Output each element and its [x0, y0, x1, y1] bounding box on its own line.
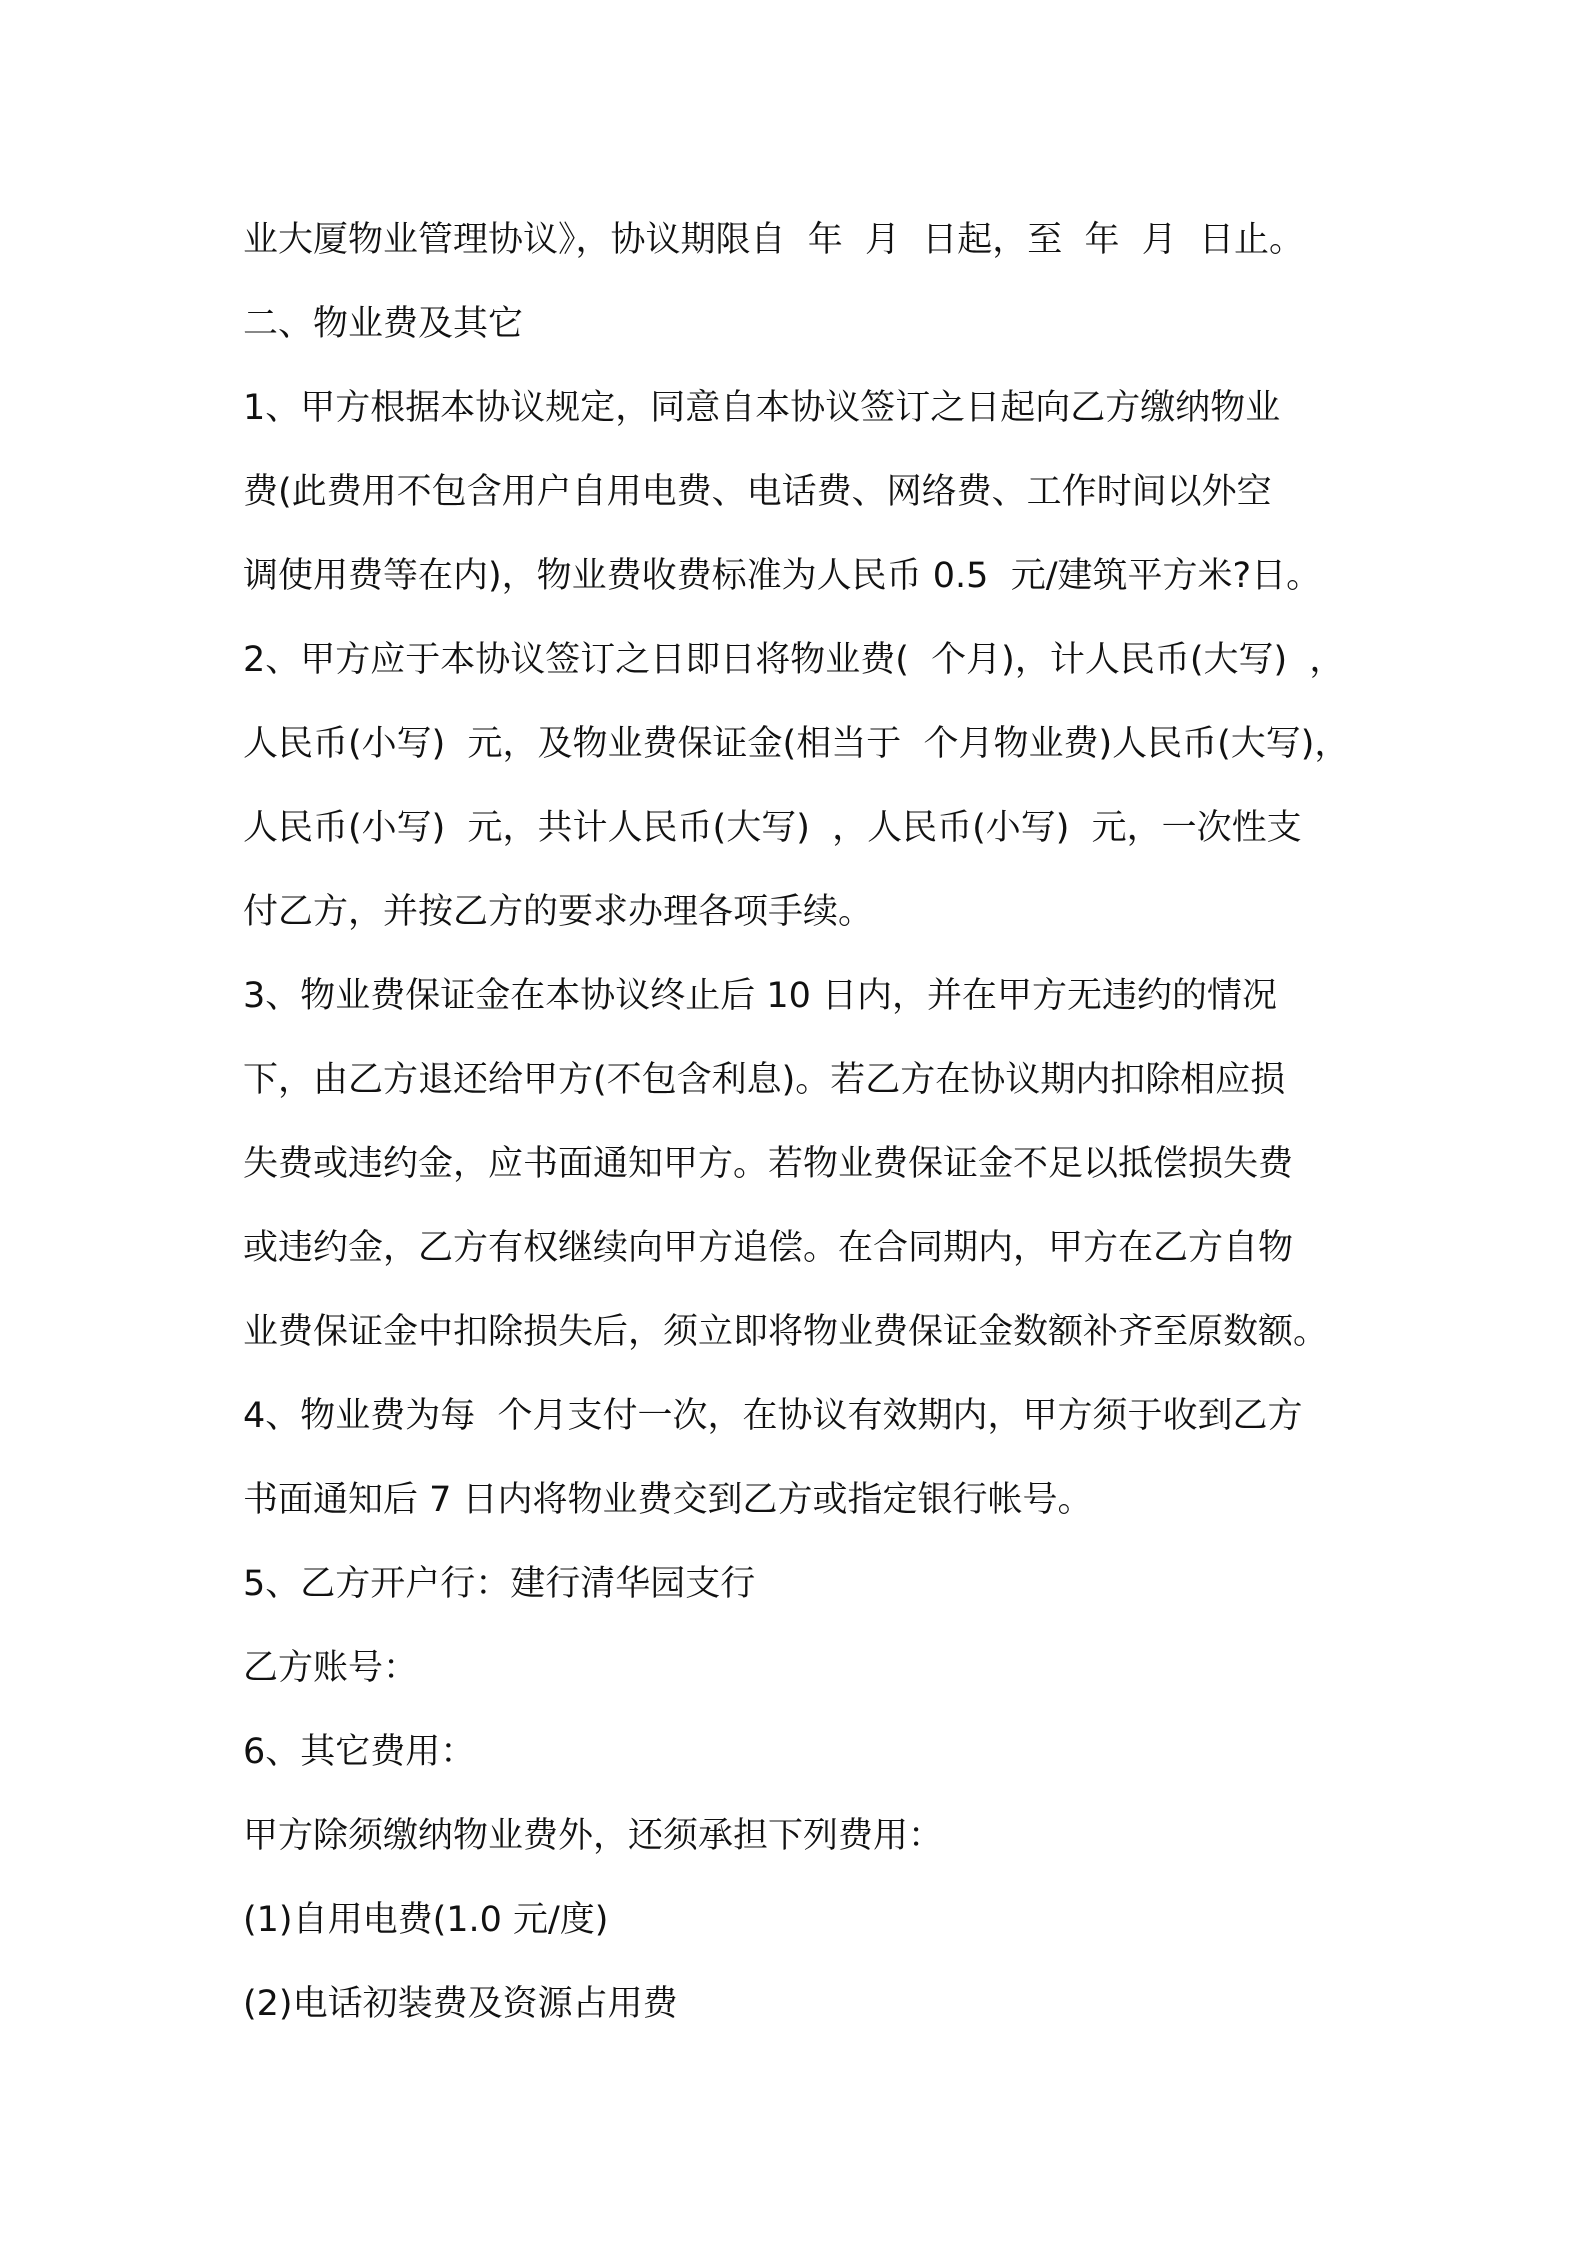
text-line: 业大厦物业管理协议》，协议期限自 年 月 日起，至 年 月 日止。 — [243, 220, 1305, 260]
text-line: 6、其它费用： — [243, 1732, 476, 1772]
text-line: 业费保证金中扣除损失后，须立即将物业费保证金数额补齐至原数额。 — [243, 1312, 1329, 1352]
section-heading: 二、物业费及其它 — [243, 304, 524, 344]
text-line: 调使用费等在内)，物业费收费标准为人民币 0.5 元/建筑平方米?日。 — [243, 556, 1322, 596]
text-line: 人民币(小写) 元，及物业费保证金(相当于 个月物业费)人民币(大写)， — [243, 724, 1350, 764]
text-line: 乙方账号： — [243, 1648, 419, 1688]
text-line: 3、物业费保证金在本协议终止后 10 日内，并在甲方无违约的情况 — [243, 976, 1278, 1016]
text-line: 5、乙方开户行：建行清华园支行 — [243, 1564, 756, 1604]
text-line: 下，由乙方退还给甲方(不包含利息)。若乙方在协议期内扣除相应损 — [243, 1060, 1286, 1100]
text-line: 4、物业费为每 个月支付一次，在协议有效期内，甲方须于收到乙方 — [243, 1396, 1303, 1436]
text-line: 书面通知后 7 日内将物业费交到乙方或指定银行帐号。 — [243, 1480, 1093, 1520]
text-line: 人民币(小写) 元，共计人民币(大写) ，人民币(小写) 元，一次性支 — [243, 808, 1302, 848]
text-line: 或违约金，乙方有权继续向甲方追偿。在合同期内，甲方在乙方自物 — [243, 1228, 1294, 1268]
document-body — [243, 198, 1383, 2046]
text-line: 甲方除须缴纳物业费外，还须承担下列费用： — [243, 1816, 944, 1856]
text-line: 费(此费用不包含用户自用电费、电话费、网络费、工作时间以外空 — [243, 472, 1272, 512]
text-line: 失费或违约金，应书面通知甲方。若物业费保证金不足以抵偿损失费 — [243, 1144, 1294, 1184]
text-line: 1、甲方根据本协议规定，同意自本协议签订之日起向乙方缴纳物业 — [243, 388, 1281, 428]
text-line: 2、甲方应于本协议签订之日即日将物业费( 个月)，计人民币(大写) ， — [243, 640, 1345, 680]
text-line: (2)电话初装费及资源占用费 — [243, 1984, 678, 2024]
text-line: 付乙方，并按乙方的要求办理各项手续。 — [243, 892, 874, 932]
text-line: (1)自用电费(1.0 元/度) — [243, 1900, 609, 1940]
